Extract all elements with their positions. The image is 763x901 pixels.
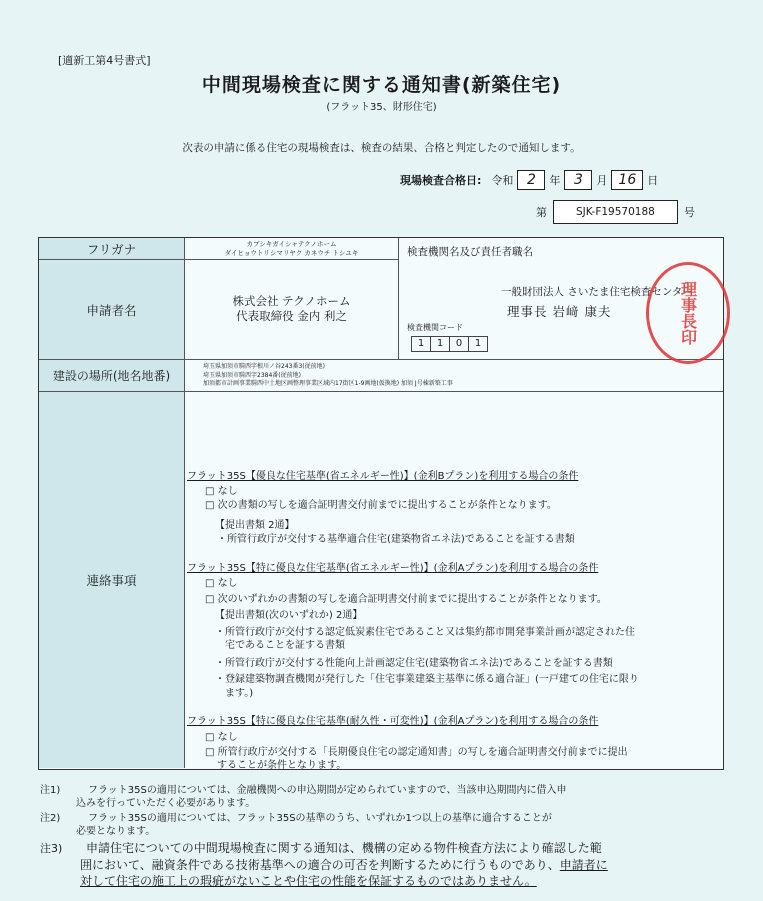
- section1-doc1: ・所管行政庁が交付する基準適合住宅(建築物省エネ法)であることを証する書類: [217, 534, 575, 545]
- note-3: [40, 840, 740, 889]
- day-box: 16: [611, 170, 643, 190]
- pass-date-label: 現場検査合格日:: [400, 174, 482, 187]
- code-digit: 1: [431, 337, 450, 351]
- section3-opt1: □ なし: [205, 732, 238, 743]
- furigana-cell: [185, 238, 399, 260]
- code-digit: 1: [412, 337, 431, 351]
- code-label: 検査機関コード: [407, 323, 463, 332]
- code-digit: 1: [474, 338, 482, 349]
- year-box: 2: [517, 170, 545, 190]
- contact-label: 連絡事項: [39, 392, 185, 768]
- note3-line1: 申請住宅についての中間現場検査に関する通知は、機構の定める物件検査方法により確認した範: [86, 841, 602, 855]
- note2-line1: フラット35Sの適用については、フラット35Sの基準のうち、いずれか1つ以上の基準に適合することが: [88, 813, 552, 824]
- section2-doc1: ・所管行政庁が交付する認定低炭素住宅であること又は集約都市開発事業計画が認定された住: [215, 627, 635, 638]
- section1-heading: フラット35S【優良な住宅基準(省エネルギー性)】(金利Bプラン)を利用する場合の条件: [187, 471, 579, 482]
- section2-doc1b: 宅であることを証する書類: [225, 640, 345, 651]
- day-unit: 日: [647, 174, 659, 187]
- form-number: [適新工第4号書式]: [58, 54, 151, 67]
- section3-heading: フラット35S【特に優良な住宅基準(耐久性・可変性)】(金利Aプラン)を利用する場合の条件: [187, 716, 599, 727]
- section2-doc3: ・登録建築物調査機関が発行した「住宅事業建築主基準に係る適合証」(一戸建ての住宅に限り: [215, 674, 639, 685]
- number-prefix: 第: [536, 206, 547, 219]
- note3-label: 注3): [40, 842, 63, 855]
- document-subtitle: (フラット35、財形住宅): [326, 102, 437, 113]
- location-label: 建設の場所(地名地番): [39, 360, 185, 392]
- code-box: [411, 336, 488, 352]
- document-title: 中間現場検査に関する通知書(新築住宅): [201, 74, 562, 96]
- note2-line2: 必要となります。: [76, 826, 156, 837]
- number-suffix: 号: [683, 206, 695, 219]
- applicant-label: 申請者名: [39, 260, 185, 360]
- year-unit: 年: [549, 174, 561, 187]
- section2-opt2: □ 次のいずれかの書類の写しを適合証明書交付前までに提出することが条件となります。: [205, 594, 607, 605]
- note3-line3: 対して住宅の施工上の瑕疵がないことや住宅の性能を保証するものではありません。: [80, 874, 537, 888]
- code-digit: 0: [450, 337, 469, 351]
- section3-opt2b: することが条件となります。: [217, 760, 347, 771]
- section2-opt1: □ なし: [205, 578, 238, 589]
- furigana-line2: ダイヒョウトリシマリヤク カネウチ トシユキ: [224, 249, 359, 257]
- applicant-cell: [185, 260, 399, 360]
- section3-opt2: □ 所管行政庁が交付する「長期優良住宅の認定通知書」の写しを適合証明書交付前までに提出: [205, 747, 628, 758]
- section2-docs-title: 【提出書類(次のいずれか) 2通】: [215, 610, 363, 621]
- furigana-line1: カブシキガイシャテクノホーム: [246, 240, 337, 248]
- inspector-label: 検査機関名及び責任者職名: [407, 246, 533, 258]
- intro-text: 次表の申請に係る住宅の現場検査は、検査の結果、合格と判定したので通知します。: [182, 142, 581, 154]
- document-number-row: [536, 200, 695, 224]
- note3-line2b: 申請者に: [559, 858, 608, 872]
- note3-line2a: 囲において、融資条件である技術基準への適合の可否を判断するために行うものであり、: [80, 858, 560, 872]
- section1-opt1: □ なし: [205, 486, 238, 497]
- month-unit: 月: [596, 174, 608, 187]
- note-2: [40, 812, 552, 838]
- main-table: [38, 237, 724, 770]
- note2-label: 注2): [40, 813, 61, 824]
- pass-date-row: [400, 170, 658, 190]
- note1-label: 注1): [40, 785, 61, 796]
- inspector-org: 一般財団法人 さいたま住宅検査センター: [501, 286, 693, 298]
- month-box: 3: [564, 170, 592, 190]
- location-line1: 埼玉県加須市騎西字根川ノ谷243番3(従前地): [203, 363, 325, 370]
- note1-line2: 込みを行っていただく必要があります。: [76, 798, 256, 809]
- inspector-person: 理事長 岩﨑 康夫: [507, 304, 612, 319]
- applicant-line1: 株式会社 テクノホーム: [232, 294, 351, 308]
- section2-doc3b: ます。): [225, 688, 254, 699]
- furigana-label: フリガナ: [39, 238, 185, 260]
- document-number: SJK-F19570188: [553, 200, 678, 224]
- era: 令和: [491, 174, 514, 187]
- section2-doc2: ・所管行政庁が交付する性能向上計画認定住宅(建築物省エネ法)であることを証する書類: [215, 658, 613, 669]
- location-line3: 加須都市計画事業騎西中土地区画整理事業区域内17街区1-9画地(仮換地) 加須 J号棟新築工事: [203, 380, 453, 387]
- location-line2: 埼玉県加須市騎西字2384番(従前地): [203, 371, 301, 379]
- location-cell: [185, 360, 723, 392]
- note-1: [40, 784, 566, 810]
- applicant-line2: 代表取締役 金内 利之: [236, 309, 347, 323]
- section1-docs-title: 【提出書類 2通】: [215, 520, 295, 531]
- seal-text: 理事長印: [678, 281, 698, 345]
- note1-line1: フラット35Sの適用については、金融機関への申込期間が定められていますので、当該申込期間内に借入申: [88, 785, 567, 796]
- official-seal: [646, 262, 730, 364]
- section1-opt2: □ 次の書類の写しを適合証明書交付前までに提出することが条件となります。: [205, 500, 557, 511]
- section2-heading: フラット35S【特に優良な住宅基準(省エネルギー性)】(金利Aプラン)を利用する場合の条件: [187, 563, 599, 574]
